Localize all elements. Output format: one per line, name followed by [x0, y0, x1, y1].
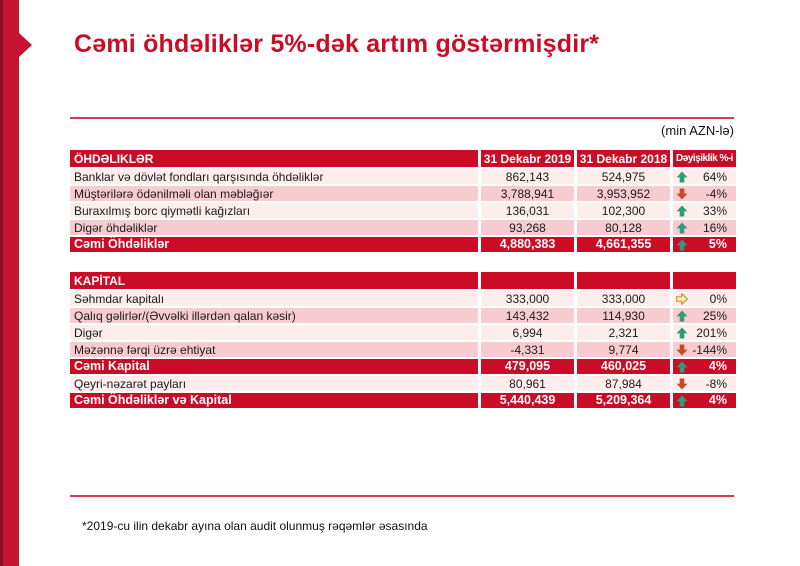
- value-2018-cell: 9,774: [577, 342, 670, 357]
- table-row: [70, 359, 736, 374]
- value-2019-cell: 136,031: [481, 203, 574, 218]
- liabilities-table: [70, 150, 736, 252]
- value-2019-cell: 93,268: [481, 220, 574, 235]
- table-row: [70, 169, 736, 184]
- trend-arrow-icon: [676, 378, 688, 390]
- trend-arrow-icon: [676, 188, 688, 200]
- top-divider-line: [70, 117, 734, 119]
- change-value: -144%: [692, 342, 727, 357]
- value-2018-cell: 3,953,952: [577, 186, 670, 201]
- value-2018-cell: 80,128: [577, 220, 670, 235]
- trend-arrow-icon: [676, 222, 688, 234]
- change-value: 201%: [696, 325, 727, 340]
- row-label: Məzənnə fərqi üzrə ehtiyat: [70, 342, 478, 357]
- change-cell: [673, 150, 736, 167]
- value-2018-cell: 87,984: [577, 376, 670, 391]
- value-2019-cell: -4,331: [481, 342, 574, 357]
- value-2018-cell: [577, 272, 670, 289]
- trend-arrow-icon: [676, 205, 688, 217]
- value-2019-cell: 479,095: [481, 359, 574, 374]
- table-row: [70, 342, 736, 357]
- trend-arrow-icon: [676, 327, 688, 339]
- row-label: Qalıq gəlirlər/(Əvvəlki illərdən qalan kəsir): [70, 308, 478, 323]
- trend-arrow-icon: [676, 361, 688, 373]
- value-2019-cell: 5,440,439: [481, 393, 574, 408]
- row-label: Digər: [70, 325, 478, 340]
- value-2018-cell: 2,321: [577, 325, 670, 340]
- table-row: [70, 237, 736, 252]
- change-value: -4%: [705, 186, 727, 201]
- value-2019-cell: 143,432: [481, 308, 574, 323]
- change-cell: [673, 359, 736, 374]
- left-accent-bar-dark-edge: [0, 0, 3, 566]
- change-cell: [673, 325, 736, 340]
- row-label: ÖHDƏLIKLƏR: [70, 150, 478, 167]
- value-2018-cell: 524,975: [577, 169, 670, 184]
- trend-arrow-icon: [676, 310, 688, 322]
- change-cell: [673, 220, 736, 235]
- value-2019-cell: 31 Dekabr 2019: [481, 150, 574, 167]
- change-cell: [673, 237, 736, 252]
- change-cell: [673, 169, 736, 184]
- value-2018-cell: 460,025: [577, 359, 670, 374]
- change-value: 16%: [702, 220, 727, 235]
- row-label: Cəmi Öhdəliklər: [70, 237, 478, 252]
- value-2019-cell: [481, 272, 574, 289]
- page-title: Cəmi öhdəliklər 5%-dək artım göstərmişdir*: [74, 30, 600, 58]
- trend-arrow-icon: [676, 344, 688, 356]
- value-2018-cell: 102,300: [577, 203, 670, 218]
- value-2019-cell: 3,788,941: [481, 186, 574, 201]
- change-value: 33%: [702, 203, 727, 218]
- change-cell: [673, 291, 736, 306]
- table-row: [70, 308, 736, 323]
- bottom-divider-line: [70, 495, 734, 497]
- change-value: 25%: [702, 308, 727, 323]
- value-2019-cell: 4,880,383: [481, 237, 574, 252]
- capital-table: [70, 272, 736, 408]
- table-row: [70, 325, 736, 340]
- row-label: Cəmi Kapital: [70, 359, 478, 374]
- table-row: [70, 203, 736, 218]
- chevron-right-icon: [19, 33, 32, 57]
- value-2018-cell: 4,661,355: [577, 237, 670, 252]
- value-2018-cell: 333,000: [577, 291, 670, 306]
- change-value: 4%: [708, 393, 727, 408]
- trend-arrow-icon: [676, 395, 688, 407]
- row-label: KAPİTAL: [70, 272, 478, 289]
- row-label: Səhmdar kapitalı: [70, 291, 478, 306]
- trend-arrow-icon: [676, 293, 688, 305]
- table-row: [70, 291, 736, 306]
- change-value: Dəyişiklik %-i: [676, 152, 733, 164]
- trend-arrow-icon: [676, 171, 688, 183]
- row-label: Müştərilərə ödənilməli olan məbləğıər: [70, 186, 478, 201]
- change-cell: [673, 342, 736, 357]
- change-value: -8%: [705, 376, 727, 391]
- change-value: 5%: [708, 237, 727, 252]
- table-row: [70, 272, 736, 289]
- change-cell: [673, 272, 736, 289]
- value-2019-cell: 862,143: [481, 169, 574, 184]
- currency-unit-note: (min AZN-lə): [661, 123, 734, 138]
- value-2019-cell: 80,961: [481, 376, 574, 391]
- change-cell: [673, 203, 736, 218]
- change-value: 64%: [702, 169, 727, 184]
- change-cell: [673, 186, 736, 201]
- table-row: [70, 393, 736, 408]
- value-2018-cell: 5,209,364: [577, 393, 670, 408]
- value-2018-cell: 31 Dekabr 2018: [577, 150, 670, 167]
- change-value: 4%: [708, 359, 727, 374]
- footnote: *2019-cu ilin dekabr ayına olan audit olunmuş rəqəmlər əsasında: [82, 519, 428, 533]
- change-cell: [673, 376, 736, 391]
- change-cell: [673, 308, 736, 323]
- value-2018-cell: 114,930: [577, 308, 670, 323]
- row-label: Buraxılmış borc qiymətli kağızları: [70, 203, 478, 218]
- change-value: 0%: [709, 291, 727, 306]
- value-2019-cell: 6,994: [481, 325, 574, 340]
- table-row: [70, 220, 736, 235]
- change-cell: [673, 393, 736, 408]
- row-label: Digər öhdəliklər: [70, 220, 478, 235]
- value-2019-cell: 333,000: [481, 291, 574, 306]
- row-label: Banklar və dövlət fondları qarşısında öhdəliklər: [70, 169, 478, 184]
- row-label: Qeyri-nəzarət payları: [70, 376, 478, 391]
- trend-arrow-icon: [676, 239, 688, 251]
- table-row: [70, 186, 736, 201]
- table-row: [70, 376, 736, 391]
- table-row: [70, 150, 736, 167]
- row-label: Cəmi Öhdəliklər və Kapital: [70, 393, 478, 408]
